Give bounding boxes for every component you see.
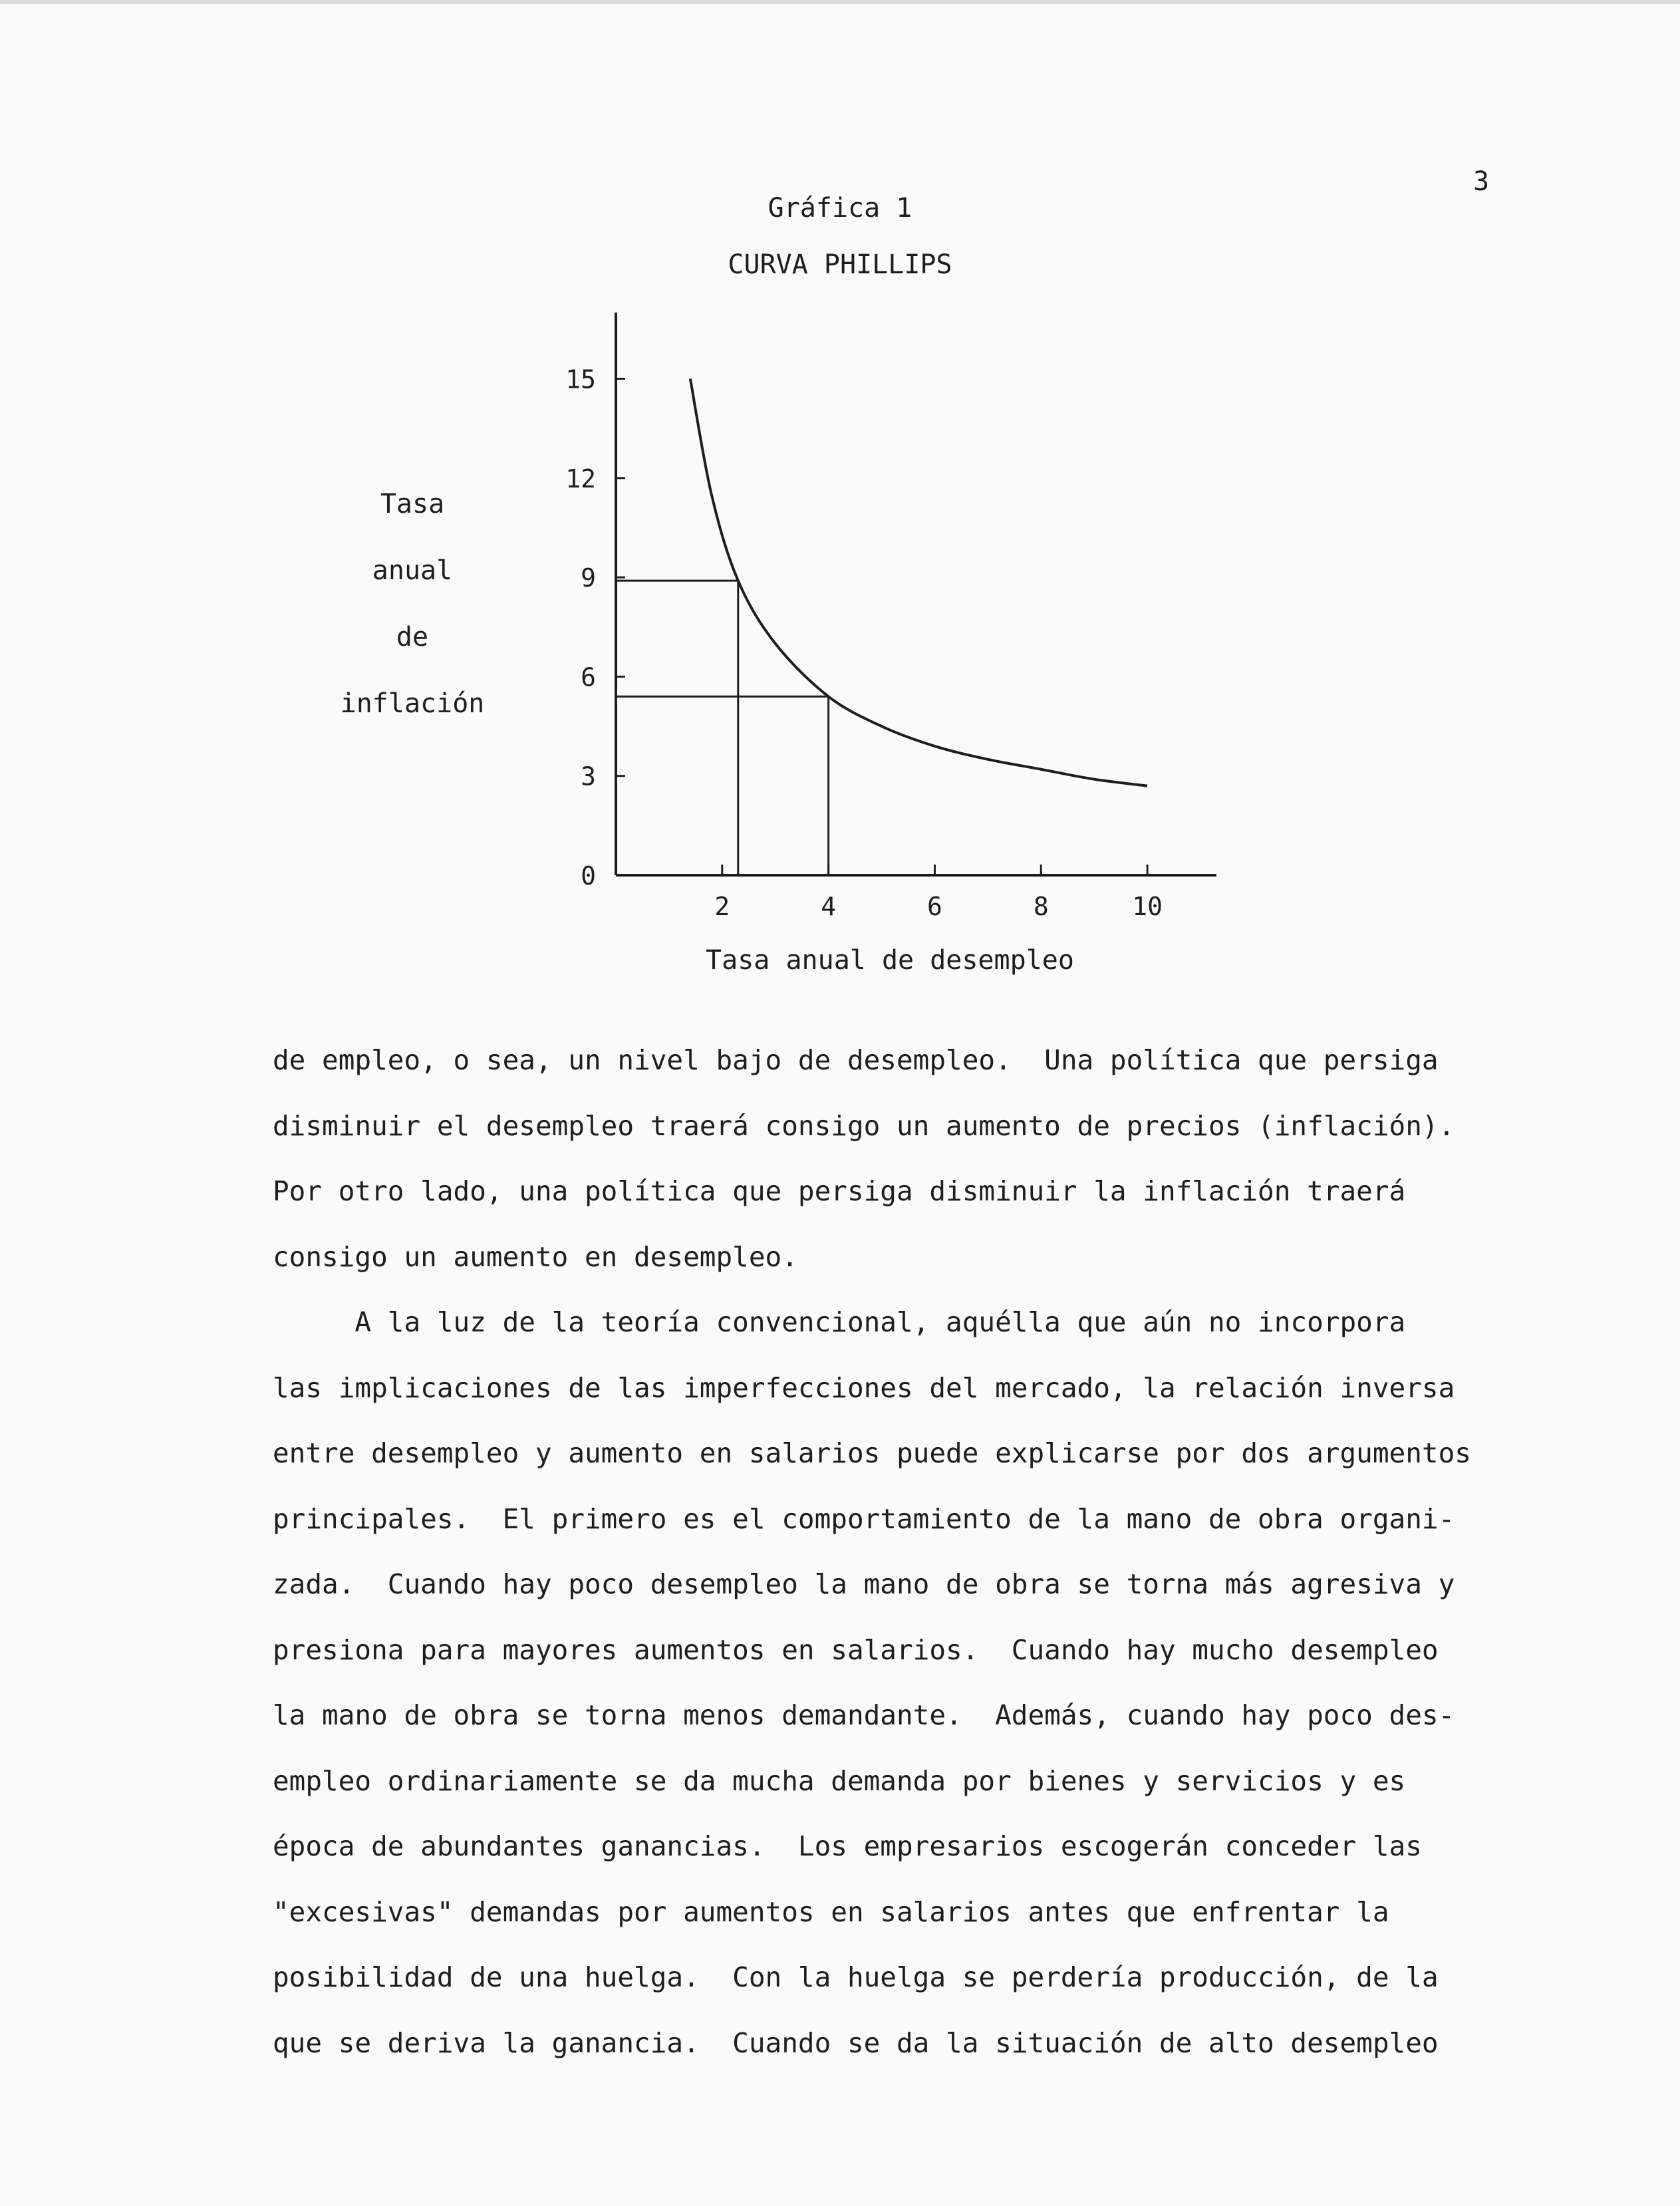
- body-line-1: de empleo, o sea, un nivel bajo de desempleo. Una política que persiga: [273, 1044, 1439, 1076]
- body-line-16: que se deriva la ganancia. Cuando se da la situación de alto desempleo: [273, 2026, 1439, 2059]
- body-line-6: las implicaciones de las imperfecciones del mercado, la relación inversa: [273, 1371, 1455, 1404]
- y-tick-label-3: 3: [581, 761, 596, 791]
- x-tick-label-10: 10: [1132, 892, 1163, 921]
- y-tick-label-12: 12: [565, 464, 596, 493]
- body-line-14: "excesivas" demandas por aumentos en salarios antes que enfrentar la: [273, 1895, 1389, 1928]
- x-tick-label-2: 2: [714, 892, 730, 921]
- phillips-curve-chart: [0, 0, 1680, 998]
- y-tick-label-6: 6: [581, 662, 596, 692]
- ylabel-line-3: de: [396, 622, 429, 652]
- body-line-12: empleo ordinariamente se da mucha demanda por bienes y servicios y es: [273, 1764, 1406, 1797]
- chart-axes: [616, 313, 1216, 875]
- ylabel-line-2: anual: [372, 555, 453, 586]
- body-line-5: A la luz de la teoría convencional, aquélla que aún no incorpora: [273, 1306, 1406, 1338]
- body-line-15: posibilidad de una huelga. Con la huelga se perdería producción, de la: [273, 1961, 1439, 1993]
- body-line-7: entre desempleo y aumento en salarios puede explicarse por dos argumentos: [273, 1437, 1471, 1469]
- body-line-9: zada. Cuando hay poco desempleo la mano de obra se torna más agresiva y: [273, 1568, 1455, 1600]
- chart-ticks: [565, 365, 1163, 921]
- x-tick-label-4: 4: [821, 892, 837, 921]
- body-line-8: principales. El primero es el comportamiento de la mano de obra organi-: [273, 1502, 1455, 1535]
- x-tick-label-8: 8: [1033, 892, 1049, 921]
- body-line-3: Por otro lado, una política que persiga disminuir la inflación traerá: [273, 1175, 1406, 1207]
- y-tick-label-9: 9: [581, 563, 596, 593]
- figure-title: CURVA PHILLIPS: [728, 249, 952, 280]
- body-line-13: época de abundantes ganancias. Los empresarios escogerán conceder las: [273, 1830, 1422, 1862]
- page-number: 3: [1473, 166, 1490, 197]
- y-tick-label-15: 15: [565, 364, 596, 394]
- body-line-10: presiona para mayores aumentos en salarios. Cuando hay mucho desempleo: [273, 1633, 1439, 1666]
- phillips-curve-line: [690, 379, 1147, 786]
- x-tick-label-6: 6: [927, 892, 942, 921]
- chart-series: [690, 379, 1147, 786]
- body-line-4: consigo un aumento en desempleo.: [273, 1240, 798, 1273]
- body-line-2: disminuir el desempleo traerá consigo un aumento de precios (inflación).: [273, 1109, 1455, 1142]
- figure-caption: Gráfica 1: [768, 193, 912, 223]
- chart-reference-lines: [616, 581, 829, 875]
- body-line-11: la mano de obra se torna menos demandante. Además, cuando hay poco des-: [273, 1699, 1455, 1731]
- ylabel-line-1: Tasa: [380, 489, 445, 519]
- y-tick-label-0: 0: [581, 861, 596, 891]
- ylabel-line-4: inflación: [340, 688, 485, 719]
- x-axis-label: Tasa anual de desempleo: [706, 945, 1074, 976]
